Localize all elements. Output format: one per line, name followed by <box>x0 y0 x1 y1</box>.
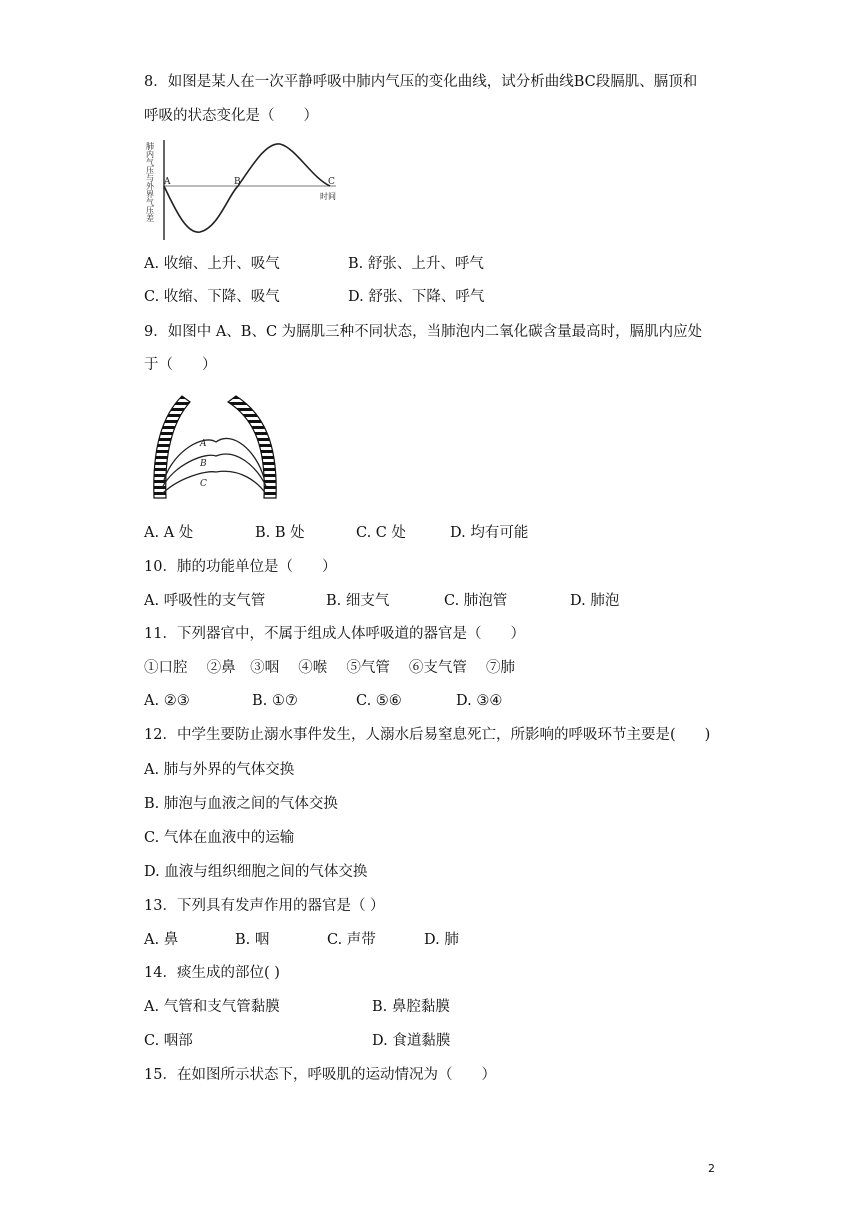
q9-option-b: B. B 处 <box>255 525 305 541</box>
q11-option-a: A. ②③ <box>144 693 190 709</box>
q12-option-a: A. 肺与外界的气体交换 <box>144 762 295 778</box>
q9-option-d: D. 均有可能 <box>450 525 529 541</box>
q8-ylabel: 肺内气压与外界气压差 <box>145 142 155 222</box>
q8-option-b: B. 舒张、上升、呼气 <box>348 256 484 272</box>
q9-label-a: A <box>200 439 207 449</box>
q13-option-d: D. 肺 <box>424 932 459 948</box>
q8-stem-line1: 8．如图是某人在一次平静呼吸中肺内气压的变化曲线，试分析曲线BC段膈肌、膈顶和 <box>144 74 698 90</box>
q9-stem-line2: 于（ ） <box>144 357 217 373</box>
page-number: 2 <box>708 1162 715 1175</box>
q13-option-a: A. 鼻 <box>144 932 179 948</box>
q14-option-a: A. 气管和支气管黏膜 <box>144 999 280 1015</box>
q13-option-c: C. 声带 <box>327 932 376 948</box>
q8-option-d: D. 舒张、下降、呼气 <box>348 289 485 305</box>
q8-point-a: A <box>164 177 171 187</box>
q12-option-c: C. 气体在血液中的运输 <box>144 830 295 846</box>
q14-option-d: D. 食道黏膜 <box>372 1033 451 1049</box>
q10-option-b: B. 细支气 <box>326 593 390 609</box>
q12-option-b: B. 肺泡与血液之间的气体交换 <box>144 796 338 812</box>
q9-option-c: C. C 处 <box>356 525 406 541</box>
q12-option-d: D. 血液与组织细胞之间的气体交换 <box>144 864 368 880</box>
q11-option-c: C. ⑤⑥ <box>356 693 402 709</box>
q14-stem: 14．痰生成的部位( ) <box>144 965 280 981</box>
q11-items: ①口腔 ②鼻 ③咽 ④喉 ⑤气管 ⑥支气管 ⑦肺 <box>144 660 516 676</box>
q11-stem: 11．下列器官中，不属于组成人体呼吸道的器官是（ ） <box>144 626 525 642</box>
q9-option-a: A. A 处 <box>144 525 194 541</box>
q12-stem: 12．中学生要防止溺水事件发生，人溺水后易窒息死亡，所影响的呼吸环节主要是( ) <box>144 727 711 743</box>
q9-diaphragm-figure <box>144 390 290 504</box>
q9-stem-line1: 9．如图中 A、B、C 为膈肌三种不同状态，当肺泡内二氧化碳含量最高时，膈肌内应处 <box>144 324 703 340</box>
q8-xlabel: 时间 <box>320 192 336 201</box>
q8-point-c: C <box>328 177 335 187</box>
q8-option-a: A. 收缩、上升、吸气 <box>144 256 280 272</box>
q8-point-b: B <box>234 177 241 187</box>
q9-label-b: B <box>200 459 207 469</box>
q8-stem-line2: 呼吸的状态变化是（ ） <box>144 108 318 124</box>
q8-option-c: C. 收缩、下降、吸气 <box>144 289 280 305</box>
q10-option-a: A. 呼吸性的支气管 <box>144 593 266 609</box>
q13-option-b: B. 咽 <box>235 932 270 948</box>
q8-pressure-curve-figure <box>140 136 360 246</box>
q9-label-c: C <box>200 479 207 489</box>
q10-option-d: D. 肺泡 <box>570 593 620 609</box>
q11-option-d: D. ③④ <box>456 693 503 709</box>
q14-option-b: B. 鼻腔黏膜 <box>372 999 450 1015</box>
q14-option-c: C. 咽部 <box>144 1033 193 1049</box>
q10-stem: 10．肺的功能单位是（ ） <box>144 559 337 575</box>
q11-option-b: B. ①⑦ <box>252 693 298 709</box>
q13-stem: 13．下列具有发声作用的器官是（ ） <box>144 898 385 914</box>
q10-option-c: C. 肺泡管 <box>444 593 508 609</box>
q15-stem: 15．在如图所示状态下，呼吸肌的运动情况为（ ） <box>144 1067 496 1083</box>
